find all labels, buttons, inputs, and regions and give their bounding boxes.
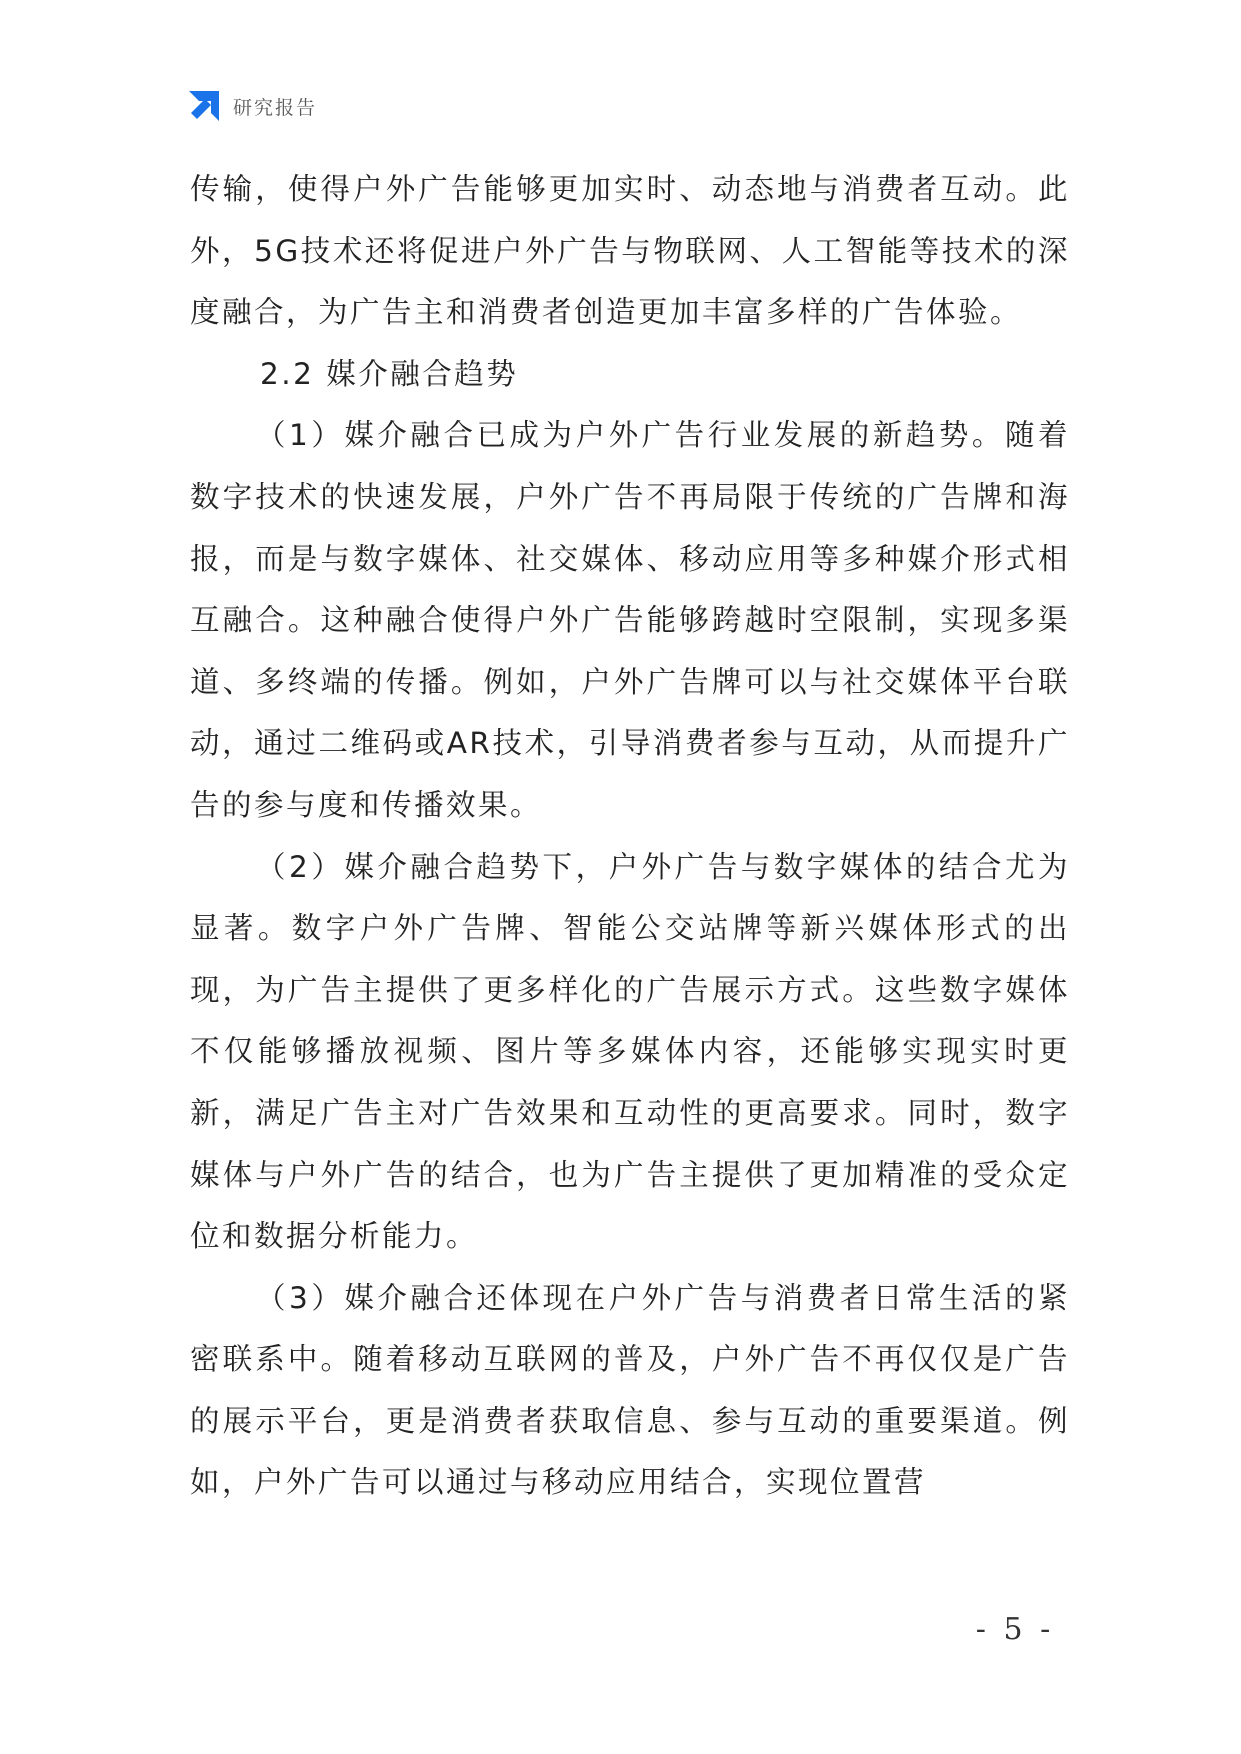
document-header xyxy=(187,86,317,126)
arrow-logo-icon xyxy=(187,89,221,123)
document-body xyxy=(190,159,1070,1514)
paragraph-continuation: 传输，使得户外广告能够更加实时、动态地与消费者互动。此外，5G技术还将促进户外广告与物联网、人工智能等技术的深度融合，为广告主和消费者创造更加丰富多样的广告体验。 xyxy=(190,172,1070,330)
paragraph-2: （2）媒介融合趋势下，户外广告与数字媒体的结合尤为显著。数字户外广告牌、智能公交站牌等新兴媒体形式的出现，为广告主提供了更多样化的广告展示方式。这些数字媒体不仅能够播放视频、图片等多媒体内容，还能够实现实时更新，满足广告主对广告效果和互动性的更高要求。同时，数字媒体与户外广告的结合，也为广告主提供了更加精准的受众定位和数据分析能力。 xyxy=(190,849,1070,1254)
paragraph-1: （1）媒介融合已成为户外广告行业发展的新趋势。随着数字技术的快速发展，户外广告不再局限于传统的广告牌和海报，而是与数字媒体、社交媒体、移动应用等多种媒介形式相互融合。这种融合使得户外广告能够跨越时空限制，实现多渠道、多终端的传播。例如，户外广告牌可以与社交媒体平台联动，通过二维码或AR技术，引导消费者参与互动，从而提升广告的参与度和传播效果。 xyxy=(190,418,1070,822)
section-heading: 2.2 媒介融合趋势 xyxy=(260,356,519,391)
page-number: - 5 - xyxy=(975,1612,1055,1647)
paragraph-3: （3）媒介融合还体现在户外广告与消费者日常生活的紧密联系中。随着移动互联网的普及，户外广告不再仅仅是广告的展示平台，更是消费者获取信息、参与互动的重要渠道。例如，户外广告可以通过与移动应用结合，实现位置营 xyxy=(190,1280,1070,1500)
header-title: 研究报告 xyxy=(233,96,318,119)
